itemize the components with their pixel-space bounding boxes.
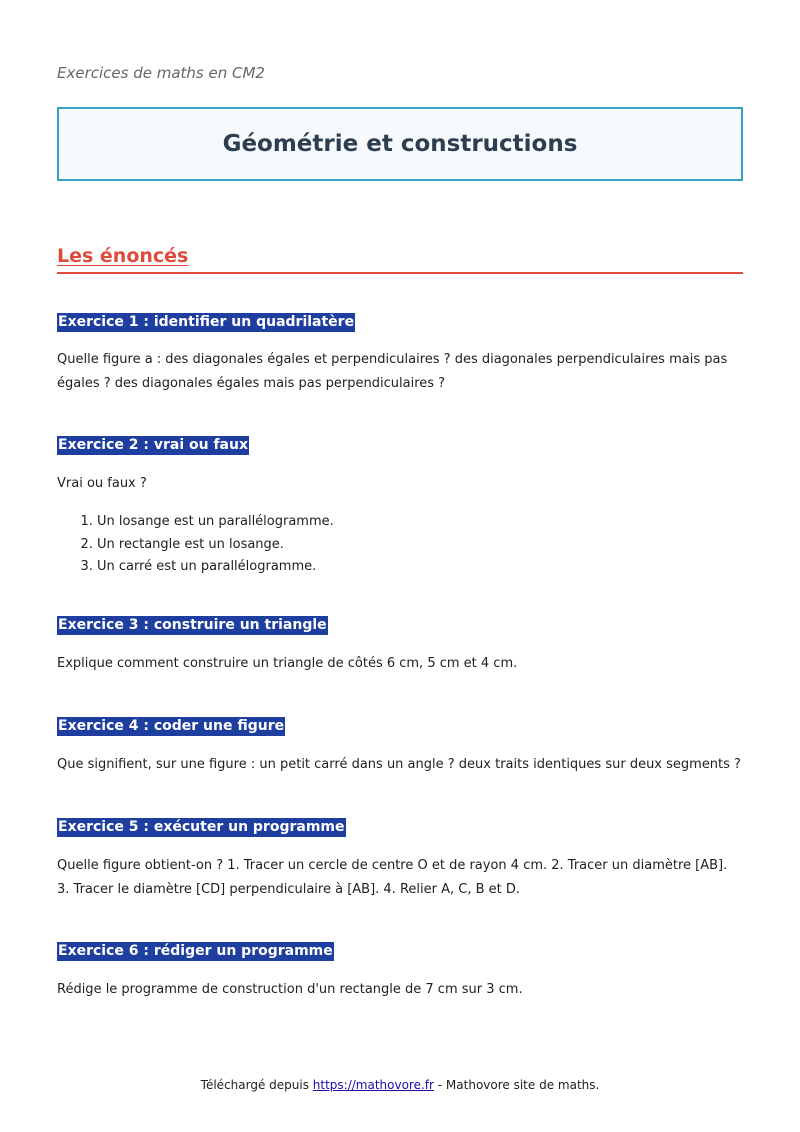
footer: [0, 1078, 800, 1092]
exercise-6-text: Rédige le programme de construction d'un rectangle de 7 cm sur 3 cm.: [57, 982, 523, 997]
exercise-1-title: Exercice 1 : identifier un quadrilatère: [58, 314, 355, 330]
title-box: [57, 107, 743, 181]
subject-line: Exercices de maths en CM2: [57, 64, 265, 82]
exercise-6-title: Exercice 6 : rédiger un programme: [58, 943, 333, 959]
exercise-5-title: Exercice 5 : exécuter un programme: [58, 819, 345, 835]
footer-prefix: Téléchargé depuis: [200, 1078, 313, 1092]
footer-link[interactable]: https://mathovore.fr: [312, 1078, 434, 1092]
exercise-5-text: Quelle figure obtient-on ? 1. Tracer un cercle de centre O et de rayon 4 cm. 2. Tracer un diamètre [AB]. 3. Tracer le diamètre [CD] perpendiculaire à [AB]. 4. Relier A, C, B et D.: [57, 858, 728, 897]
list-item: 1. Un losange est un parallélogramme.: [97, 511, 783, 534]
exercise-1-text: Quelle figure a : des diagonales égales et perpendiculaires ? des diagonales perpendiculaires mais pas égales ? des diagonales égales mais pas perpendiculaires ?: [57, 352, 728, 391]
section-heading-text: Les énoncés: [57, 245, 189, 267]
exercise-2-text: Vrai ou faux ?: [57, 476, 147, 491]
section-heading: [57, 245, 743, 274]
list-item: 2. Un rectangle est un losange.: [97, 534, 783, 557]
footer-suffix: - Mathovore site de maths.: [433, 1078, 600, 1092]
exercise-4-title: Exercice 4 : coder une figure: [58, 718, 285, 734]
exercise-2-title: Exercice 2 : vrai ou faux: [58, 437, 248, 453]
exercise-4-text: Que signifient, sur une figure : un petit carré dans un angle ? deux traits identiques sur deux segments ?: [57, 757, 741, 772]
exercise-3-title: Exercice 3 : construire un triangle: [58, 617, 327, 633]
exercise-3-text: Explique comment construire un triangle de côtés 6 cm, 5 cm et 4 cm.: [57, 656, 518, 671]
exercise-2-list: [57, 511, 783, 579]
page-title: Géométrie et constructions: [222, 131, 578, 157]
list-item: 3. Un carré est un parallélogramme.: [97, 556, 783, 579]
